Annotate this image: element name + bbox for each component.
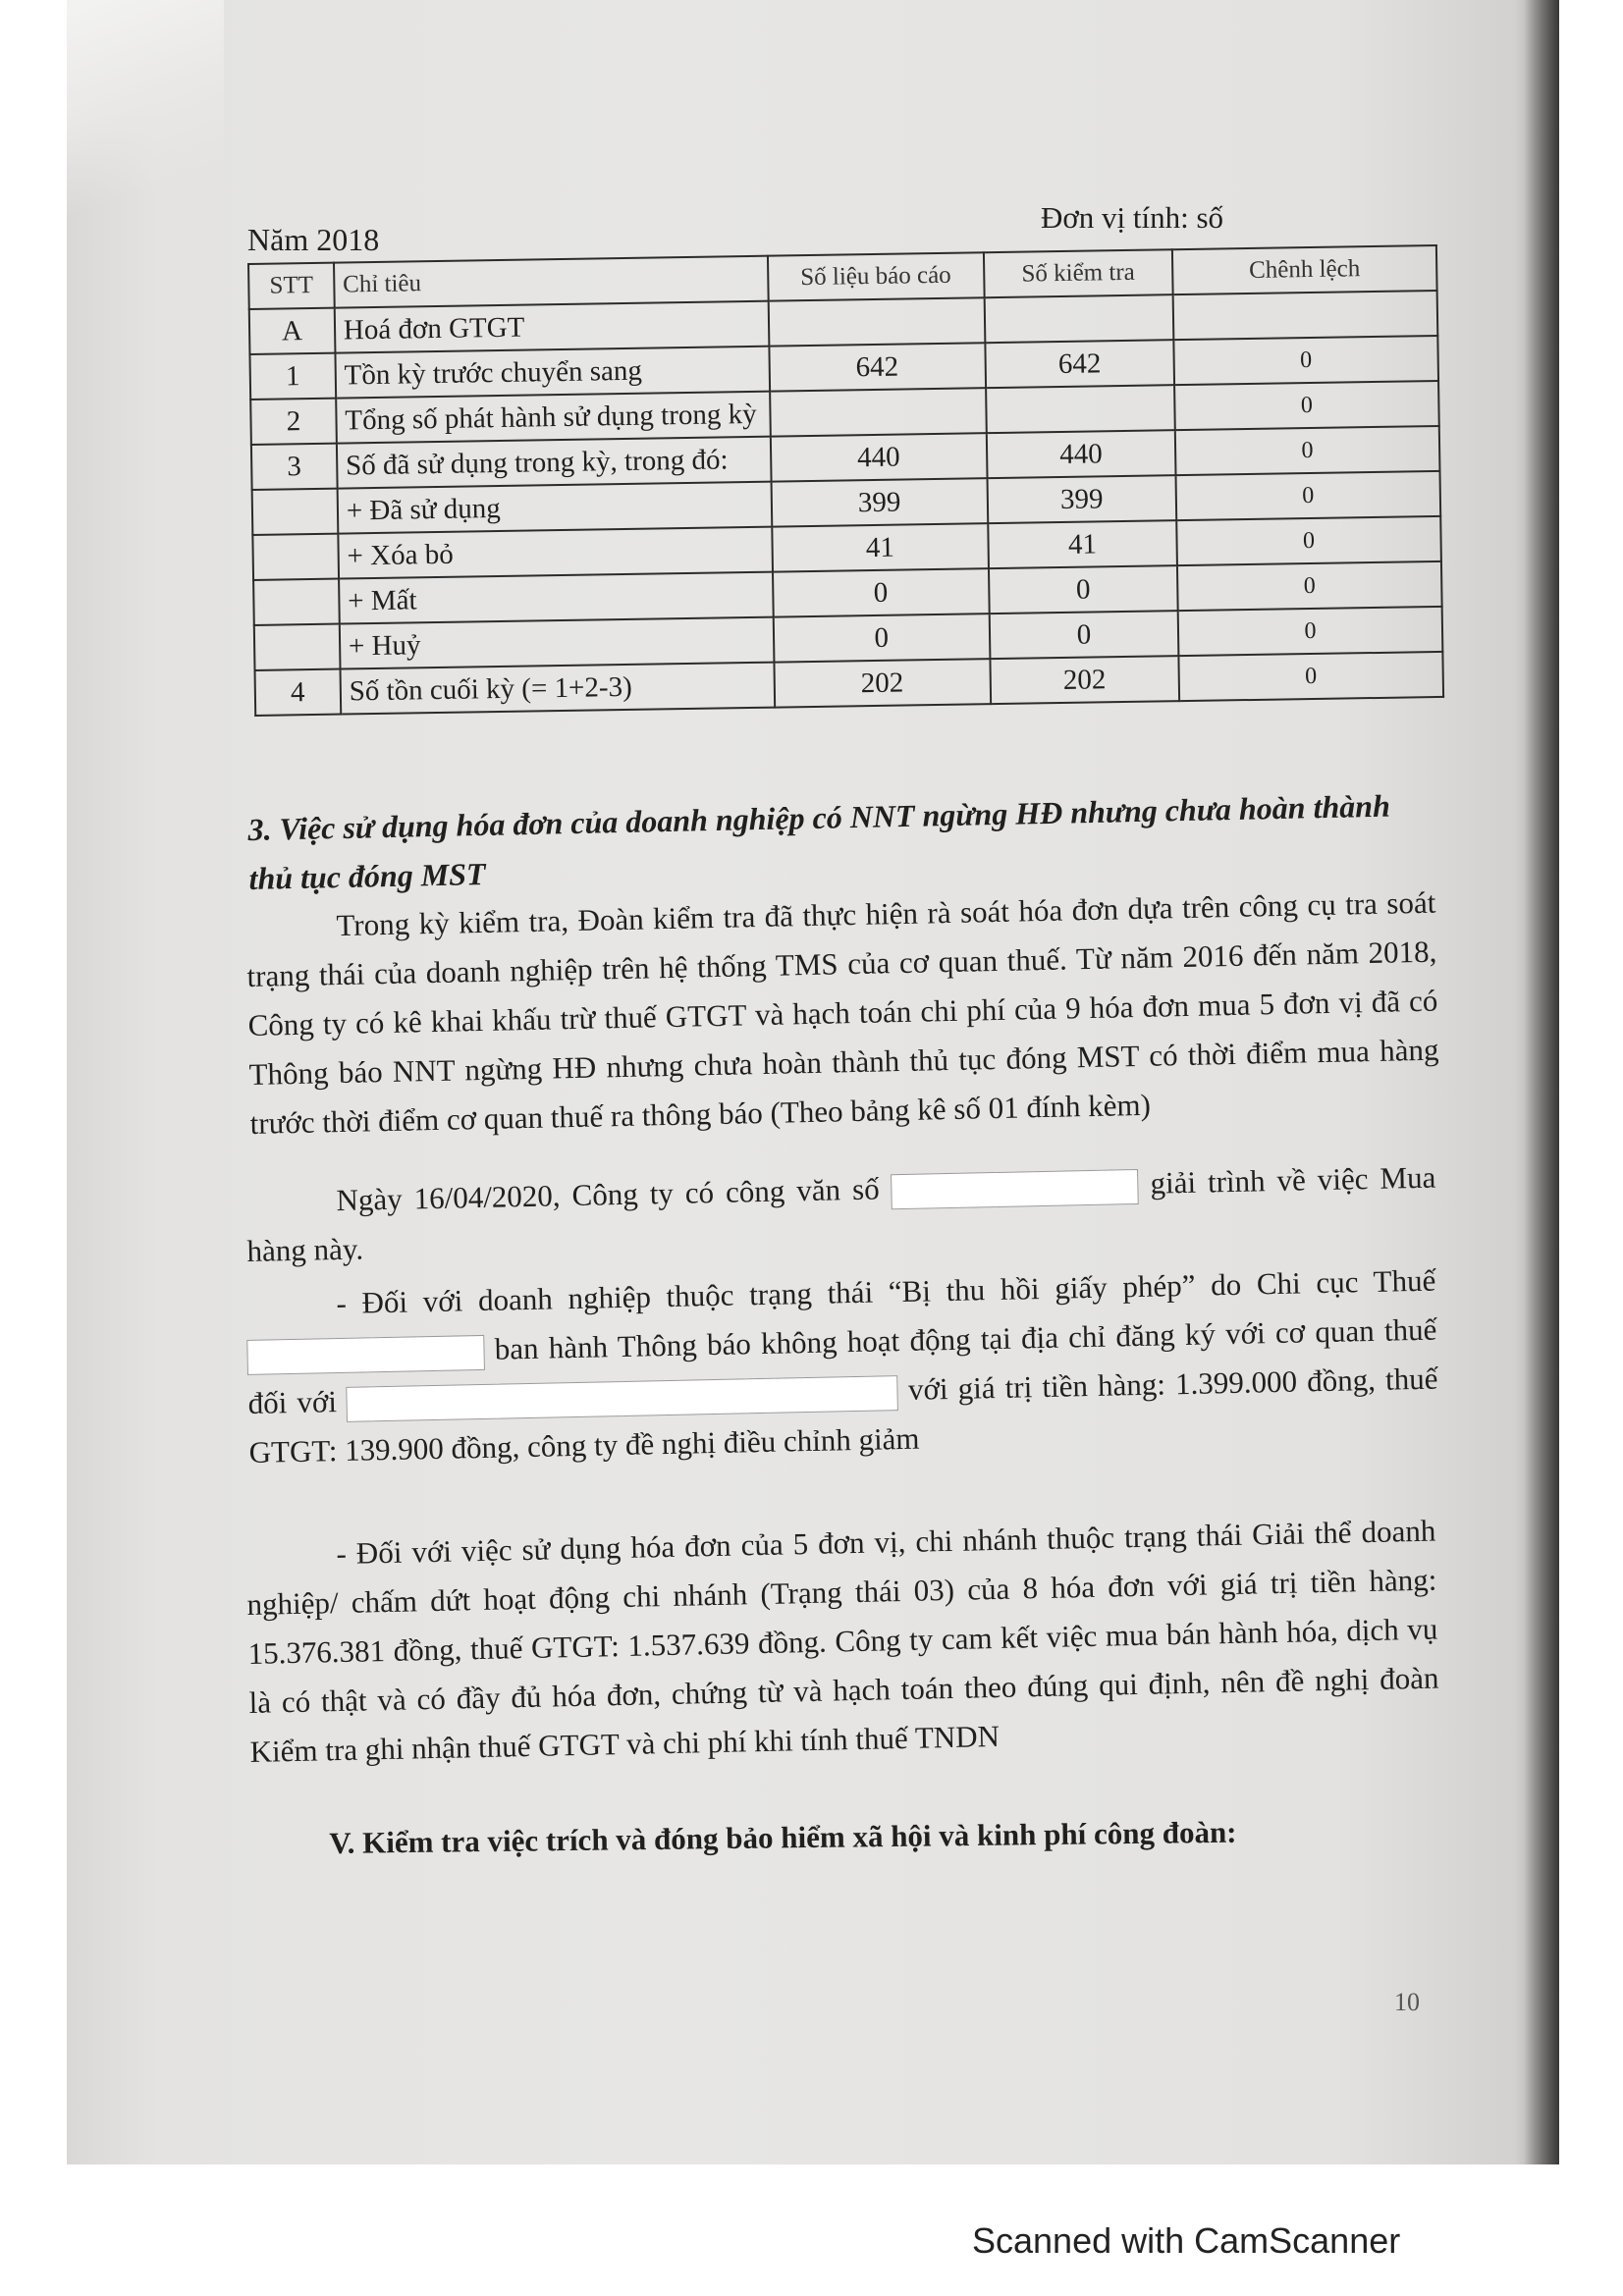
row-indicator: + Đã sử dụng (337, 482, 771, 534)
row-difference: 0 (1175, 426, 1440, 475)
page-binding-edge (1524, 0, 1559, 2164)
paragraph-explanation-end: giải trình về việc Mua hàng này. (246, 1159, 1436, 1268)
row-indicator: + Huỷ (340, 617, 774, 669)
row-stt (252, 489, 339, 535)
header-stt: STT (248, 263, 335, 309)
page-corner-fold (67, 0, 224, 255)
row-reported: 399 (771, 478, 988, 526)
section-v-heading: V. Kiểm tra việc trích và đóng bảo hiểm xã hội và kinh phí công đoàn: (329, 1814, 1237, 1860)
row-indicator: + Mất (339, 572, 773, 624)
row-reported: 0 (773, 614, 990, 662)
row-difference: 0 (1173, 336, 1438, 385)
year-label: Năm 2018 (247, 222, 380, 257)
camscanner-watermark: Scanned with CamScanner (972, 2220, 1401, 2261)
row-stt (253, 579, 340, 625)
row-reported (768, 297, 985, 346)
row-checked: 0 (989, 565, 1178, 614)
row-indicator: Tổng số phát hành sử dụng trong kỳ (336, 392, 770, 444)
row-checked: 440 (987, 430, 1176, 478)
row-checked: 642 (985, 340, 1174, 388)
unit-label: Đơn vị tính: số (1041, 200, 1224, 235)
row-reported (770, 388, 987, 436)
row-stt (254, 624, 341, 670)
row-indicator: Số đã sử dụng trong kỳ, trong đó: (337, 437, 771, 489)
header-reported: Số liệu báo cáo (767, 252, 984, 300)
row-indicator: Hoá đơn GTGT (335, 301, 769, 353)
row-checked: 202 (990, 656, 1179, 704)
row-stt: 1 (249, 353, 336, 400)
redacted-tax-office (246, 1335, 485, 1375)
paragraph-dissolved-units: - Đối với việc sử dụng hóa đơn của 5 đơn vị, chi nhánh thuộc trạng thái Giải thể doanh nghiệp/ chấm dứt hoạt động chi nhánh (Trạng thái 03) của 8 hóa đơn với giá trị tiền hàng: 15.376.381 đồng, thuế GTGT: 1.537.639 đồng. Công ty cam kết việc mua bán hành hóa, dịch vụ là có thật và có đầy đủ hóa đơn, chứng từ và hạch toán theo đúng qui định, nên đề nghị đoàn Kiểm tra ghi nhận thuế GTGT và chi phí khi tính thuế TNDN (246, 1513, 1439, 1769)
redacted-company-name (347, 1375, 899, 1422)
row-difference: 0 (1175, 471, 1440, 520)
section-3-title: 3. Việc sử dụng hóa đơn của doanh nghiệp có NNT ngừng HĐ nhưng chưa hoàn thành thủ tục đóng MST (247, 787, 1391, 896)
row-reported: 41 (772, 523, 989, 571)
row-indicator: Số tồn cuối kỳ (= 1+2-3) (340, 663, 774, 715)
header-difference: Chênh lệch (1172, 245, 1437, 294)
row-difference: 0 (1174, 381, 1439, 430)
row-reported: 202 (774, 659, 991, 707)
row-checked (986, 385, 1175, 433)
row-reported: 0 (773, 568, 990, 616)
revoked-text-b: ban hành Thông báo không hoạt động tại địa chỉ đăng ký với cơ quan thuế đối với (247, 1311, 1437, 1420)
row-stt: 4 (255, 669, 342, 716)
redacted-document-number (891, 1169, 1139, 1209)
row-reported: 642 (769, 343, 986, 391)
row-checked: 399 (987, 475, 1176, 523)
revoked-text-a: - Đối với doanh nghiệp thuộc trạng thái “Bị thu hồi giấy phép” do Chi cục Thuế (336, 1262, 1436, 1321)
row-stt: A (249, 308, 336, 354)
row-reported: 440 (770, 433, 987, 481)
header-checked: Số kiểm tra (984, 249, 1173, 297)
header-indicator: Chỉ tiêu (334, 256, 768, 308)
row-indicator: + Xóa bỏ (338, 527, 772, 579)
paragraph-review: Trong kỳ kiểm tra, Đoàn kiểm tra đã thực hiện rà soát hóa đơn dựa trên công cụ tra soát trạng thái của doanh nghiệp trên hệ thống TMS của cơ quan thuế. Từ năm 2016 đến năm 2018, Công ty có kê khai khấu trừ thuế GTGT và hạch toán chi phí của 9 hóa đơn mua 5 đơn vị đã có Thông báo NNT ngừng HĐ nhưng chưa hoàn thành thủ tục đóng MST có thời điểm mua hàng trước thời điểm cơ quan thuế ra thông báo (Theo bảng kê số 01 đính kèm) (246, 884, 1439, 1141)
row-difference: 0 (1178, 607, 1443, 656)
row-difference: 0 (1178, 652, 1443, 701)
page-number: 10 (1394, 1988, 1420, 2016)
row-checked (985, 294, 1174, 343)
paragraph-revoked-license (245, 1256, 1439, 1477)
row-stt: 2 (250, 399, 337, 445)
invoice-stats-table (247, 244, 1444, 717)
row-checked: 0 (990, 611, 1179, 659)
row-difference: 0 (1176, 516, 1441, 565)
row-indicator: Tồn kỳ trước chuyển sang (335, 347, 769, 399)
row-stt (252, 534, 339, 580)
row-stt: 3 (251, 444, 338, 490)
row-checked: 41 (988, 520, 1177, 568)
paragraph-explanation-start: Ngày 16/04/2020, Công ty có công văn số (336, 1171, 880, 1218)
row-difference: 0 (1177, 561, 1442, 611)
revoked-text-c: với giá trị tiền hàng: 1.399.000 đồng, thuế GTGT: 139.900 đồng, công ty đề nghị điều chỉnh giảm (248, 1361, 1438, 1469)
row-difference (1173, 291, 1438, 340)
